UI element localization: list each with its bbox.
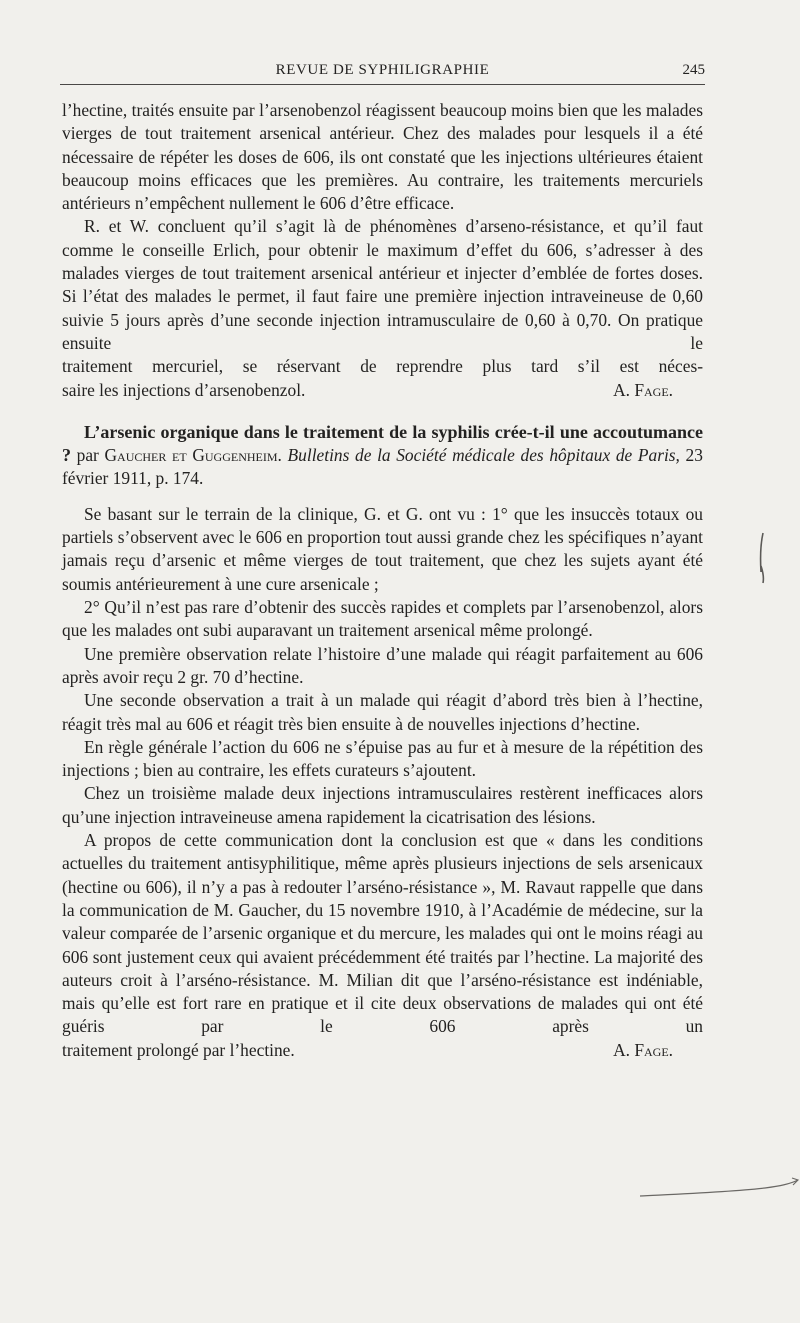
by-word: par [76,444,99,465]
paragraph: R. et W. concluent qu’il s’agit là de phénomènes d’arseno-résistance, et qu’il faut comme le conseille Erlich, pour obtenir le maximum d’effet du 606, s’adresser à des malades vierges de tout traitement arsenical antérieur et injecter d’emblée de fortes doses. Si l’état des malades le permet, il faut faire une première injection intraveineuse de 0,60 suivie 5 jours après d’une seconde injection intramusculaire de 0,60 à 0,70. On pratique ensuite le [62,216,703,353]
author-signature: A. Fage. [613,1039,673,1060]
journal-name: Bulletins de la Société médicale des hôpitaux de Paris, [287,444,680,465]
signature-line [62,1039,703,1062]
review-section-2 [62,421,703,1062]
page [62,56,703,1062]
margin-pen-stroke [640,1168,800,1228]
paragraph-end: saire les injections d’arsenobenzol. [62,379,306,400]
margin-pencil-mark [758,532,766,584]
paragraph-end: traitement prolongé par l’hectine. [62,1039,295,1060]
article-title: L’arsenic organique dans le traitement de la syphilis crée-t-il une accoutumance ? [62,421,703,465]
signature-line [62,379,703,402]
paragraph: l’hectine, traités ensuite par l’arsenobenzol réagissent beaucoup moins bien que les malades vierges de tout traitement arsenical antérieur. Chez des malades pour lesquels il a été nécessaire de répéter les doses de 606, ils ont constaté que les injections ultérieures étaient beaucoup moins efficaces que les premières. Au contraire, les traitements mercuriels antérieurs n’empêchent nullement le 606 d’être efficace. [62,100,703,214]
paragraph: En règle générale l’action du 606 ne s’épuise pas au fur et à mesure de la répétition des injections ; bien au contraire, les effets curateurs s’ajoutent. [62,736,703,781]
article-authors: Gaucher et Guggenheim. [104,444,282,465]
page-header [60,56,705,85]
page-number: 245 [682,62,705,78]
publication-date: 23 février 1911, p. 174. [62,444,703,488]
paragraph: Une seconde observation a trait à un malade qui réagit d’abord très bien à l’hectine, réagit très mal au 606 et réagit très bien ensuite à de nouvelles injections d’hectine. [62,690,703,734]
review-heading [62,421,703,490]
review-section-1 [62,99,703,402]
paragraph: A propos de cette communication dont la conclusion est que « dans les conditions actuelles du traitement antisyphilitique, même après plusieurs injections de sels arsenicaux (hectine ou 606), il n’y a pas à redouter l’arséno-résistance », M. Ravaut rappelle que dans la communication de M. Gaucher, du 15 novembre 1910, à l’Académie de médecine, sur la valeur comparée de l’arsenic organique et du mercure, les malades qui ont le moins réagi au 606 sont justement ceux qui avaient précédemment été traités par l’hectine. La majorité des auteurs croit à l’arséno-résistance. M. Milian dit que l’arséno-résistance est indéniable, mais qu’elle est fort rare en pratique et il cite deux observations de malades qui ont été guéris par le 606 après un [62,830,703,1037]
running-head: REVUE DE SYPHILIGRAPHIE [275,62,490,78]
paragraph: Chez un troisième malade deux injections intramusculaires restèrent inefficaces alors qu’une injection intraveineuse amena rapidement la cicatrisation des lésions. [62,783,703,827]
paragraph: Une première observation relate l’histoire d’une malade qui réagit parfaitement au 606 après avoir reçu 2 gr. 70 d’hectine. [62,643,703,687]
paragraph-line: traitement mercuriel, se réservant de reprendre plus tard s’il est néces- [62,356,703,377]
paragraph: Se basant sur le terrain de la clinique, G. et G. ont vu : 1° que les insuccès totaux ou partiels s’observent avec le 606 en proportion tout aussi grande chez les spécifiques n’ayant jamais reçu d’arsenic et même vierges de tout traitement, que chez les sujets ayant été soumis antérieurement à une cure arsenicale ; [62,503,703,594]
paragraph: 2° Qu’il n’est pas rare d’obtenir des succès rapides et complets par l’arsenobenzol, alors que les malades ont subi auparavant un traitement arsenical même prolongé. [62,597,703,641]
author-signature: A. Fage. [613,379,673,400]
